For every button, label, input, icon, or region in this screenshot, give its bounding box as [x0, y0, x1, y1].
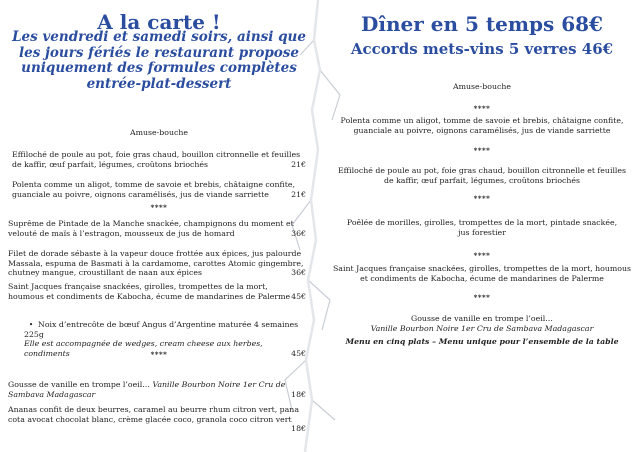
entree-2-price: 21€ — [291, 189, 306, 199]
entree-1-price: 21€ — [291, 159, 306, 169]
diner-course-3: Poêlée de morilles, girolles, trompettes de la mort, pintade snackée, jus forestier — [346, 218, 618, 237]
dessert-2-price: 18€ — [291, 424, 306, 434]
carte-separator-1: **** — [150, 203, 168, 212]
dessert-1-text: Gousse de vanille en trompe l’oeil… — [8, 380, 153, 389]
plat-2-price: 36€ — [291, 268, 306, 278]
carte-dessert-1 — [8, 380, 306, 399]
diner-subtitle: Accords mets-vins 5 verres 46€ — [350, 40, 614, 58]
dessert-1-italic: Vanille Bourbon Noire 1er Cru de Sambava Madagascar — [8, 380, 286, 399]
boeuf-price: 45€ — [291, 348, 306, 358]
diner-dessert-text: Gousse de vanille en trompe l’oeil… — [411, 314, 553, 323]
plat-1-price: 36€ — [291, 228, 306, 238]
diner-amuse-bouche: Amuse-bouche — [452, 82, 511, 91]
diner-separator-4: **** — [473, 251, 491, 260]
carte-entree-1 — [12, 150, 306, 169]
diner-course-4: Saint Jacques française snackées, girolles, trompettes de la mort, houmous et condiments de Kabocha, écume de mandarines de Palerme — [332, 264, 632, 283]
diner-dessert-italic: Vanille Bourbon Noire 1er Cru de Sambava Madagascar — [370, 323, 594, 333]
entree-1-text: Effiloché de poule au pot, foie gras chaud, bouillon citronnelle et feuilles de kaffir, œuf parfait, légumes, croûtons briochés — [12, 150, 301, 169]
carte-subtitle: Les vendredi et samedi soirs, ainsi que les jours fériés le restaurant propose uniquement des formules complètes entrée-plat-dessert — [12, 29, 306, 92]
diner-course-2: Effiloché de poule au pot, foie gras chaud, bouillon citronnelle et feuilles de kaffir, œuf parfait, légumes, croûtons briochés — [337, 166, 627, 185]
carte-plat-1 — [8, 219, 306, 238]
diner-dessert — [332, 314, 632, 333]
diner-separator-2: **** — [473, 146, 491, 155]
carte-title: A la carte ! — [97, 10, 221, 34]
plat-3-text: Saint Jacques française snackées, girolles, trompettes de la mort, houmous et condiments de Kabocha, écume de mandarines de Palerme — [8, 282, 291, 301]
boeuf-text: Noix d’entrecôte de bœuf Angus d’Argentine maturée 4 semaines 225g — [24, 320, 299, 339]
bullet-icon: • — [28, 320, 34, 329]
carte-amuse-bouche: Amuse-bouche — [129, 128, 188, 137]
diner-separator-3: **** — [473, 194, 491, 203]
carte-entree-2 — [12, 180, 306, 199]
diner-separator-5: **** — [473, 293, 491, 302]
dessert-2-text: Ananas confit de deux beurres, caramel au beurre rhum citron vert, pana cota avocat chocolat blanc, crème glacée coco, granola coco citron vert — [8, 405, 299, 424]
diner-separator-1: **** — [473, 104, 491, 113]
diner-course-1: Polenta comme un aligot, tomme de savoie et brebis, châtaigne confite, guanciale au poivre, oignons caramélisés, jus de viande sarriette — [340, 116, 624, 135]
entree-2-text: Polenta comme un aligot, tomme de savoie et brebis, châtaigne confite, guanciale au poivre, oignons caramélisés, jus de viande sarriette — [12, 180, 295, 199]
boeuf-note: Elle est accompagnée de wedges, cream cheese aux herbes, condiments — [24, 339, 263, 358]
plat-2-text: Filet de dorade sébaste à la vapeur douce frottée aux épices, jus palourde Massala, espuma de Basmati à la cardamome, carottes Atomic gingembre, chutney mangue, croustillant de naan aux épices — [8, 249, 304, 278]
diner-footer-note: Menu en cinq plats – Menu unique pour l’ensemble de la table — [345, 337, 619, 346]
carte-plat-2 — [8, 249, 306, 278]
carte-dessert-2 — [8, 405, 306, 434]
plat-1-text: Suprême de Pintade de la Manche snackée, champignons du moment et velouté de maïs à l’estragon, mousseux de jus de homard — [8, 219, 294, 238]
dessert-1-price: 18€ — [291, 389, 306, 399]
plat-3-price: 45€ — [291, 291, 306, 301]
carte-plat-3 — [8, 282, 306, 301]
carte-separator-2: **** — [150, 350, 168, 359]
diner-title: Dîner en 5 temps 68€ — [361, 12, 603, 36]
